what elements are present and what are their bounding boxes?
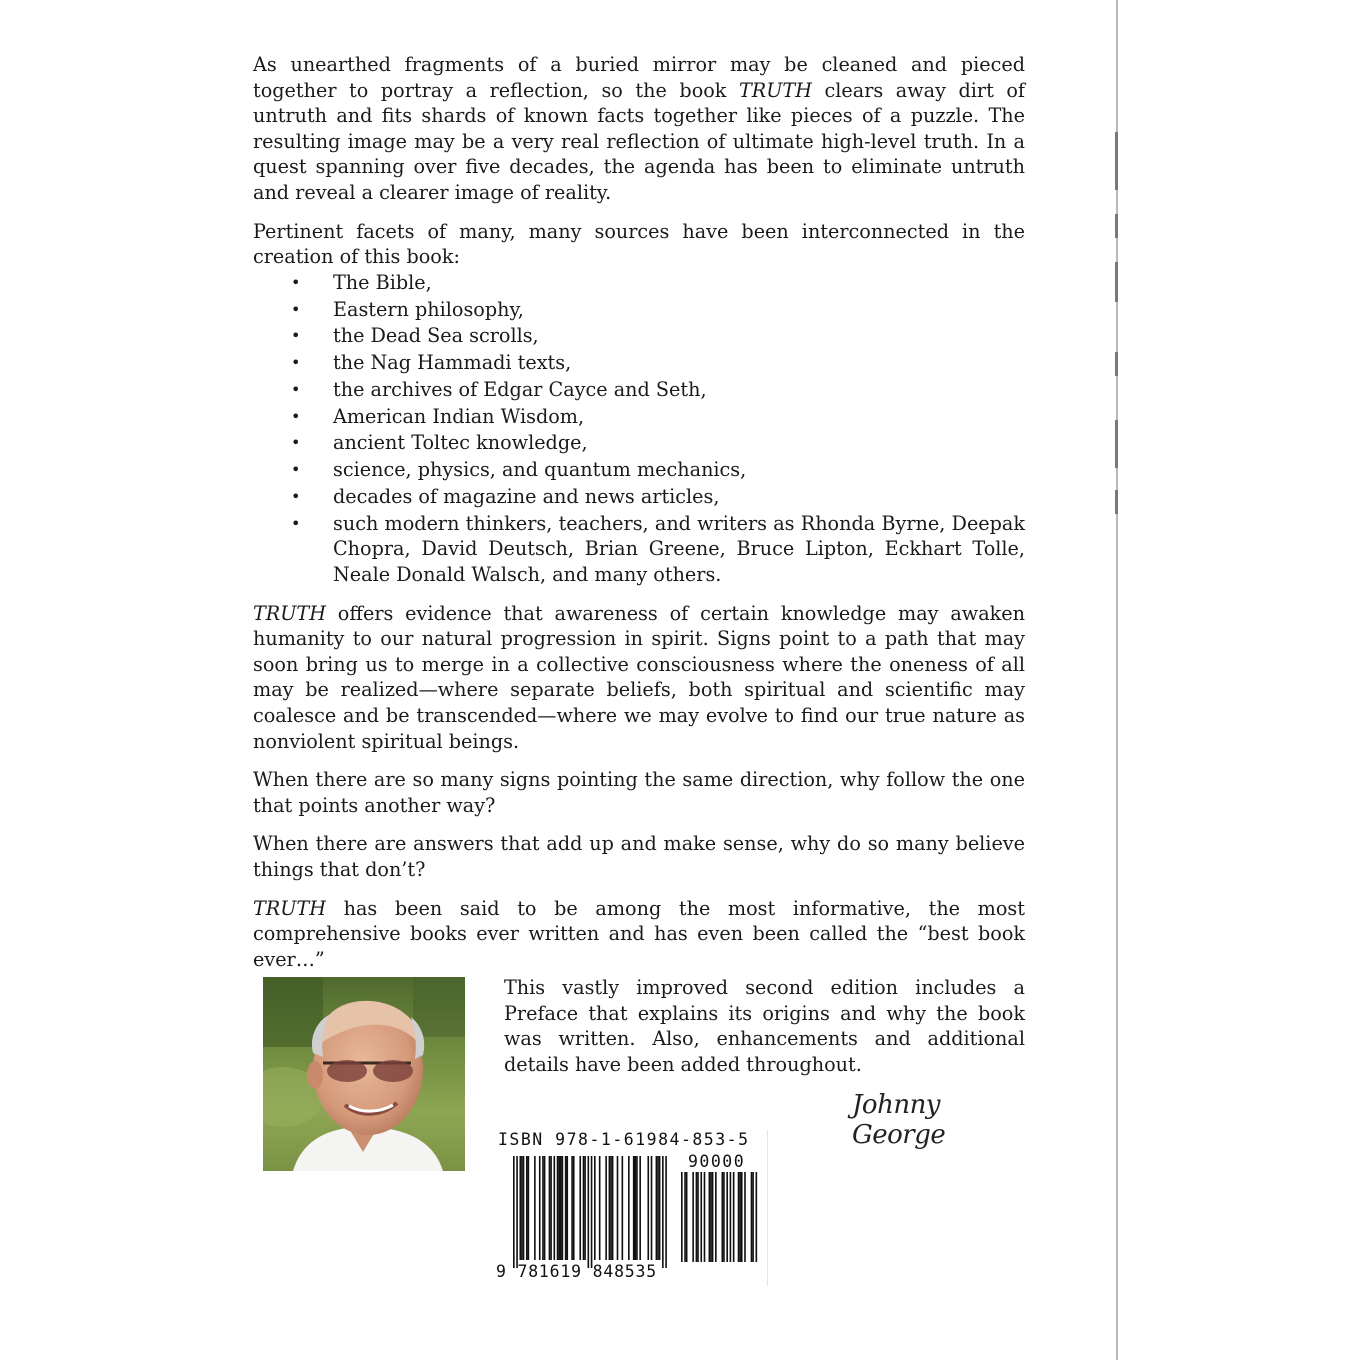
addon-bar: [756, 1172, 758, 1262]
book-title: TRUTH: [739, 78, 812, 102]
spine-mark: [1115, 420, 1118, 468]
addon-bar: [738, 1172, 740, 1262]
barcode-bar: [636, 1156, 638, 1260]
barcode-bar: [528, 1156, 530, 1260]
addon-bar: [696, 1172, 698, 1262]
barcode-bar: [557, 1156, 559, 1260]
addon-bar: [697, 1172, 699, 1262]
barcode-bar: [534, 1156, 536, 1260]
barcode-bar: [657, 1156, 659, 1260]
barcode-bar: [571, 1156, 573, 1260]
bullet-icon: •: [291, 460, 301, 480]
barcode-bar: [523, 1156, 525, 1260]
barcode-bar: [639, 1156, 641, 1260]
barcode-bar: [566, 1156, 568, 1260]
barcode-bar: [579, 1156, 581, 1260]
addon-bar: [739, 1172, 741, 1262]
praise-paragraph: TRUTH has been said to be among the most informative, the most comprehensive books ever written and has even been called the “best book ever…”: [253, 896, 1025, 971]
spine-mark: [1115, 132, 1118, 190]
barcode-bar: [521, 1156, 523, 1260]
addon-bar: [709, 1172, 711, 1262]
barcode-bar: [539, 1156, 541, 1260]
source-item: • science, physics, and quantum mechanics,: [291, 458, 747, 482]
answers-paragraph: When there are answers that add up and make sense, why do so many believe things that don’t?: [253, 832, 1025, 881]
barcode-bar: [622, 1156, 624, 1260]
bullet-icon: •: [291, 433, 301, 453]
barcode-bar: [526, 1156, 528, 1260]
evidence-paragraph: TRUTH offers evidence that awareness of certain knowledge may awaken humanity to our natural progression in spirit. Signs point to a path that may soon bring us to merge in a collective consciousness where the oneness of all may be realized—where separate beliefs, both spiritual and scientific may coalesce and be transcended—where we may evolve to find our true nature as nonviolent spiritual beings.: [253, 601, 1025, 753]
bullet-icon: •: [291, 379, 301, 399]
bullet-icon: •: [291, 513, 301, 533]
addon-bar: [744, 1172, 746, 1262]
addon-bar: [710, 1172, 712, 1262]
addon-bar: [726, 1172, 728, 1262]
addon-bar: [715, 1172, 717, 1262]
bullet-icon: •: [291, 487, 301, 506]
barcode-bar: [605, 1156, 607, 1260]
source-item: • decades of magazine and news articles,: [291, 485, 720, 508]
bullet-icon: •: [291, 406, 301, 426]
barcode-bar: [558, 1156, 560, 1260]
barcode-bar: [560, 1156, 562, 1260]
bullet-icon: •: [291, 326, 301, 346]
addon-bar: [681, 1172, 683, 1262]
spine-mark: [1115, 490, 1118, 514]
barcode-bar: [519, 1156, 521, 1260]
back-cover-text: [253, 52, 1025, 985]
addon-bar: [723, 1172, 725, 1262]
addon-bar: [730, 1172, 732, 1262]
intro-paragraph: As unearthed fragments of a buried mirror may be cleaned and pieced together to portray a reflection, so the book TRUTH clears away dirt of untruth and fits shards of known facts together like pieces of a puzzle. The resulting image may be a very real reflection of ultimate high-level truth. In a quest spanning over five decades, the agenda has been to eliminate untruth and reveal a clearer image of reality.: [253, 53, 1025, 204]
barcode-bar: [662, 1156, 664, 1268]
bullet-icon: •: [291, 272, 301, 292]
author-photo: [263, 977, 465, 1171]
addon-bar: [751, 1172, 753, 1262]
addon-bar: [741, 1172, 743, 1262]
signs-paragraph: When there are so many signs pointing the same direction, why follow the one that points another way?: [253, 768, 1025, 817]
barcode-bar: [610, 1156, 612, 1260]
barcode-bar: [554, 1156, 556, 1260]
barcode-bar: [513, 1156, 515, 1268]
spine-mark: [1115, 214, 1118, 238]
sources-list: [253, 270, 1025, 588]
price-code: 90000: [688, 1152, 746, 1171]
barcode-bar: [609, 1156, 611, 1260]
source-item: • Eastern philosophy,: [291, 297, 524, 321]
addon-bar: [686, 1172, 688, 1262]
barcode-bar: [628, 1156, 630, 1260]
addon-bar: [752, 1172, 754, 1262]
barcode-bar: [633, 1156, 635, 1260]
barcode-bar: [544, 1156, 546, 1260]
barcode-bar: [594, 1156, 596, 1260]
addon-bar: [733, 1172, 735, 1262]
barcode-bar: [542, 1156, 544, 1260]
barcode-bar: [588, 1156, 590, 1268]
barcode-bar: [584, 1156, 586, 1260]
barcode-bar: [647, 1156, 649, 1260]
source-item: • the Nag Hammadi texts,: [291, 351, 572, 375]
isbn-barcode: [493, 1130, 768, 1286]
barcode-bar: [562, 1156, 564, 1260]
spine-mark: [1115, 262, 1118, 302]
sources-intro: Pertinent facets of many, many sources have been interconnected in the creation of this book:: [253, 219, 1025, 269]
addon-bar: [712, 1172, 714, 1262]
edition-note: This vastly improved second edition includes a Preface that explains its origins and why the book was written. Also, enhancements and additional details have been added throughout.: [504, 976, 1025, 1076]
ean-digits: 9 781619 848535: [496, 1262, 658, 1281]
barcode-bar: [516, 1156, 518, 1268]
barcode-bar: [659, 1156, 661, 1260]
barcode-bar: [550, 1156, 552, 1260]
barcode-bar: [565, 1156, 567, 1260]
barcode-bar: [591, 1156, 593, 1268]
barcode-bar: [612, 1156, 614, 1260]
barcode-bar: [665, 1156, 667, 1268]
source-item: • American Indian Wisdom,: [291, 404, 585, 428]
source-item: • ancient Toltec knowledge,: [291, 431, 588, 455]
barcode-bar: [549, 1156, 551, 1260]
source-item: • the archives of Edgar Cayce and Seth,: [291, 377, 707, 401]
book-title: TRUTH: [253, 601, 326, 625]
source-item: • such modern thinkers, teachers, and writers as Rhonda Byrne, Deepak Chopra, David Deutsch, Brian Greene, Bruce Lipton, Eckhart Tolle, Neale Donald Walsch, and many others.: [291, 511, 1025, 586]
author-portrait-image: [263, 977, 465, 1171]
isbn-label: ISBN 978-1-61984-853-5: [498, 1130, 750, 1149]
barcode-bar: [651, 1156, 653, 1260]
barcode-bar: [599, 1156, 601, 1260]
barcode-bar: [573, 1156, 575, 1260]
addon-bar: [722, 1172, 724, 1262]
addon-bar: [704, 1172, 706, 1262]
bullet-icon: •: [291, 299, 301, 319]
barcode-bar: [617, 1156, 619, 1260]
bullet-icon: •: [291, 353, 301, 373]
book-title: TRUTH: [253, 896, 326, 920]
source-item: • the Dead Sea scrolls,: [291, 324, 539, 348]
spine-mark: [1115, 352, 1118, 376]
source-item: • The Bible,: [291, 270, 432, 294]
addon-bar: [684, 1172, 686, 1262]
barcode-bar: [656, 1156, 658, 1260]
author-signature: Johnny George: [852, 1090, 946, 1150]
barcode-bar: [635, 1156, 637, 1260]
barcode-bar: [583, 1156, 585, 1260]
addon-bar: [692, 1172, 694, 1262]
addon-bar: [700, 1172, 702, 1262]
spine-edge-line: [1116, 0, 1118, 1360]
